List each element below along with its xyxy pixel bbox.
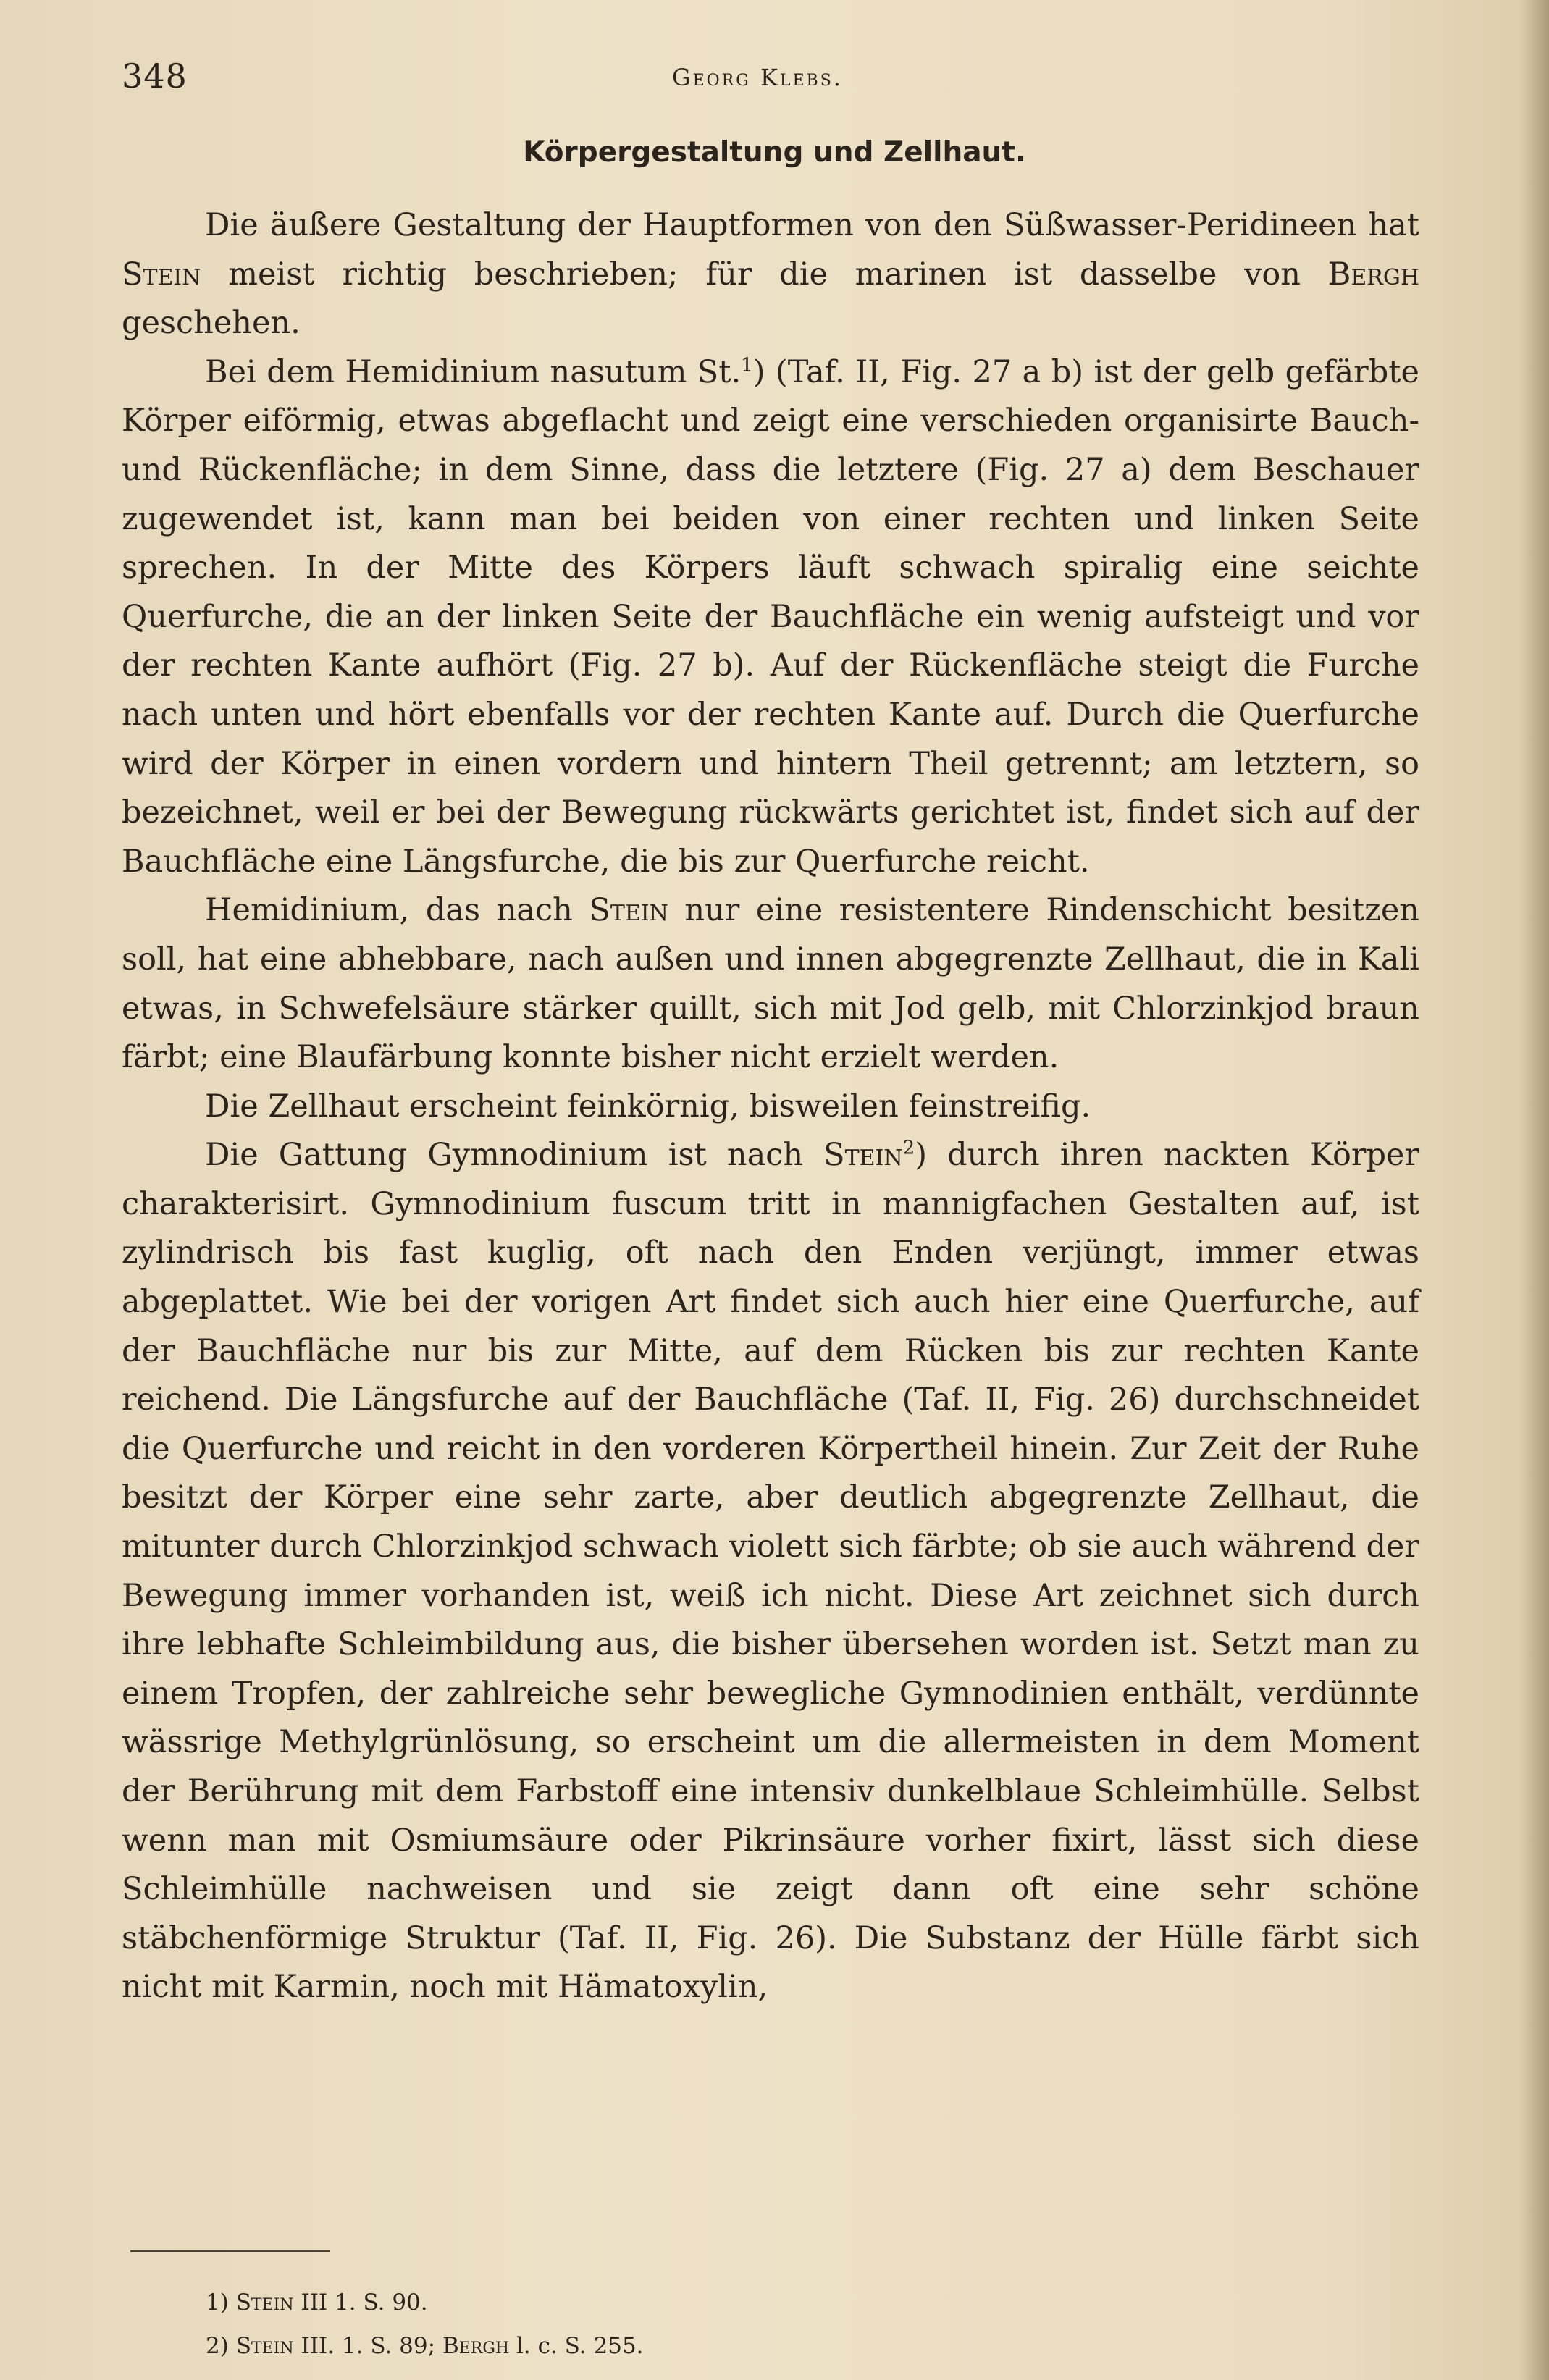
body-text bbox=[122, 201, 1419, 2012]
running-head: Georg Klebs. bbox=[672, 64, 843, 91]
text-run: Die äußere Gestaltung der Hauptformen von den Süßwasser-Peridineen hat bbox=[205, 207, 1419, 243]
author-name: Stein bbox=[235, 2289, 294, 2316]
footnote-rule bbox=[130, 2250, 330, 2252]
page-spine-shadow bbox=[1520, 0, 1549, 2380]
paragraph-5 bbox=[122, 1131, 1419, 2012]
paragraph-3 bbox=[122, 886, 1419, 1082]
text-run: Hemidinium, das nach bbox=[205, 892, 589, 929]
text-run: meist richtig beschrieben; für die marinen ist dasselbe von bbox=[201, 256, 1328, 293]
text-run: nur eine resistentere Rindenschicht besitzen soll, hat eine abhebbare, nach außen und innen abgegrenzte Zellhaut, die in Kali etwas, in Schwefelsäure stärker quillt, sich mit Jod gelb, mit Chlorzinkjod braun färbt; eine Blaufärbung konnte bisher nicht erzielt werden. bbox=[122, 892, 1419, 1076]
text-run: geschehen. bbox=[122, 305, 301, 342]
paragraph-4: Die Zellhaut erscheint feinkörnig, bisweilen feinstreifig. bbox=[205, 1088, 1091, 1124]
footnote-2 bbox=[206, 2324, 1292, 2368]
footnote-marker: 1 bbox=[741, 354, 753, 377]
section-title: Körpergestaltung und Zellhaut. bbox=[523, 136, 1026, 169]
author-name: Bergh bbox=[442, 2333, 510, 2359]
footnote-text: l. c. S. 255. bbox=[509, 2333, 644, 2359]
page-number: 348 bbox=[122, 56, 188, 96]
footnote-text: III. 1. S. 89; bbox=[293, 2333, 442, 2359]
text-run: ) durch ihren nackten Körper charakterisirt. Gymnodinium fuscum tritt in mannigfachen Gestalten auf, ist zylindrisch bis fast kuglig, oft nach den Enden verjüngt, immer etwas abgeplattet. Wie bei der vorigen Art findet sich auch hier eine Querfurche, auf der Bauchfläche nur bis zur Mitte, auf dem Rücken bis zur rechten Kante reichend. Die Längsfurche auf der Bauchfläche (Taf. II, Fig. 26) durchschneidet die Querfurche und reicht in den vorderen Körpertheil hinein. Zur Zeit der Ruhe besitzt der Körper eine sehr zarte, aber deutlich abgegrenzte Zellhaut, die mitunter durch Chlorzinkjod schwach violett sich färbte; ob sie auch während der Bewegung immer vorhanden ist, weiß ich nicht. Diese Art zeichnet sich durch ihre lebhafte Schleimbildung aus, die bisher übersehen worden ist. Setzt man zu einem Tropfen, der zahlreiche sehr bewegliche Gymnodinien enthält, verdünnte wässrige Methylgrünlösung, so erscheint um die allermeisten in dem Moment der Berührung mit dem Farbstoff eine intensiv dunkelblaue Schleimhülle. Selbst wenn man mit Osmiumsäure oder Pikrinsäure vorher fixirt, lässt sich diese Schleimhülle nachweisen und sie zeigt dann oft eine sehr schöne stäbchenförmige Struktur (Taf. II, Fig. 26). Die Substanz der Hülle färbt sich nicht mit Karmin, noch mit Hämatoxylin, bbox=[122, 1137, 1419, 2006]
author-name: Stein bbox=[589, 892, 668, 929]
page-header bbox=[122, 56, 1425, 107]
footnote-text: III 1. S. 90. bbox=[293, 2289, 428, 2316]
author-name: Stein bbox=[235, 2333, 294, 2359]
text-run: Bei dem Hemidinium nasutum St. bbox=[205, 353, 742, 390]
footnote-number: 1) bbox=[206, 2289, 229, 2316]
author-name: Stein bbox=[823, 1137, 903, 1174]
author-name: Bergh bbox=[1327, 256, 1419, 293]
author-name: Stein bbox=[122, 256, 201, 293]
text-run: Die Gattung Gymnodinium ist nach bbox=[205, 1137, 824, 1174]
footnote-marker: 2 bbox=[902, 1137, 915, 1159]
text-run: ) (Taf. II, Fig. 27 a b) ist der gelb gefärbte Körper eiförmig, etwas abgeflacht und zeigt eine verschieden organisirte Bauch- und Rückenfläche; in dem Sinne, dass die letztere (Fig. 27 a) dem Beschauer zugewendet ist, kann man bei beiden von einer rechten und linken Seite sprechen. In der Mitte des Körpers läuft schwach spiralig eine seichte Querfurche, die an der linken Seite der Bauchfläche ein wenig aufsteigt und vor der rechten Kante aufhört (Fig. 27 b). Auf der Rückenfläche steigt die Furche nach unten und hört ebenfalls vor der rechten Kante auf. Durch die Querfurche wird der Körper in einen vordern und hintern Theil getrennt; am letztern, so bezeichnet, weil er bei der Bewegung rückwärts gerichtet ist, findet sich auf der Bauchfläche eine Längsfurche, die bis zur Querfurche reicht. bbox=[122, 353, 1419, 880]
footnotes bbox=[206, 2281, 1292, 2368]
footnote-1 bbox=[206, 2281, 1292, 2324]
paragraph-2 bbox=[122, 348, 1419, 887]
paragraph-1 bbox=[122, 201, 1419, 348]
footnote-number: 2) bbox=[206, 2333, 229, 2359]
